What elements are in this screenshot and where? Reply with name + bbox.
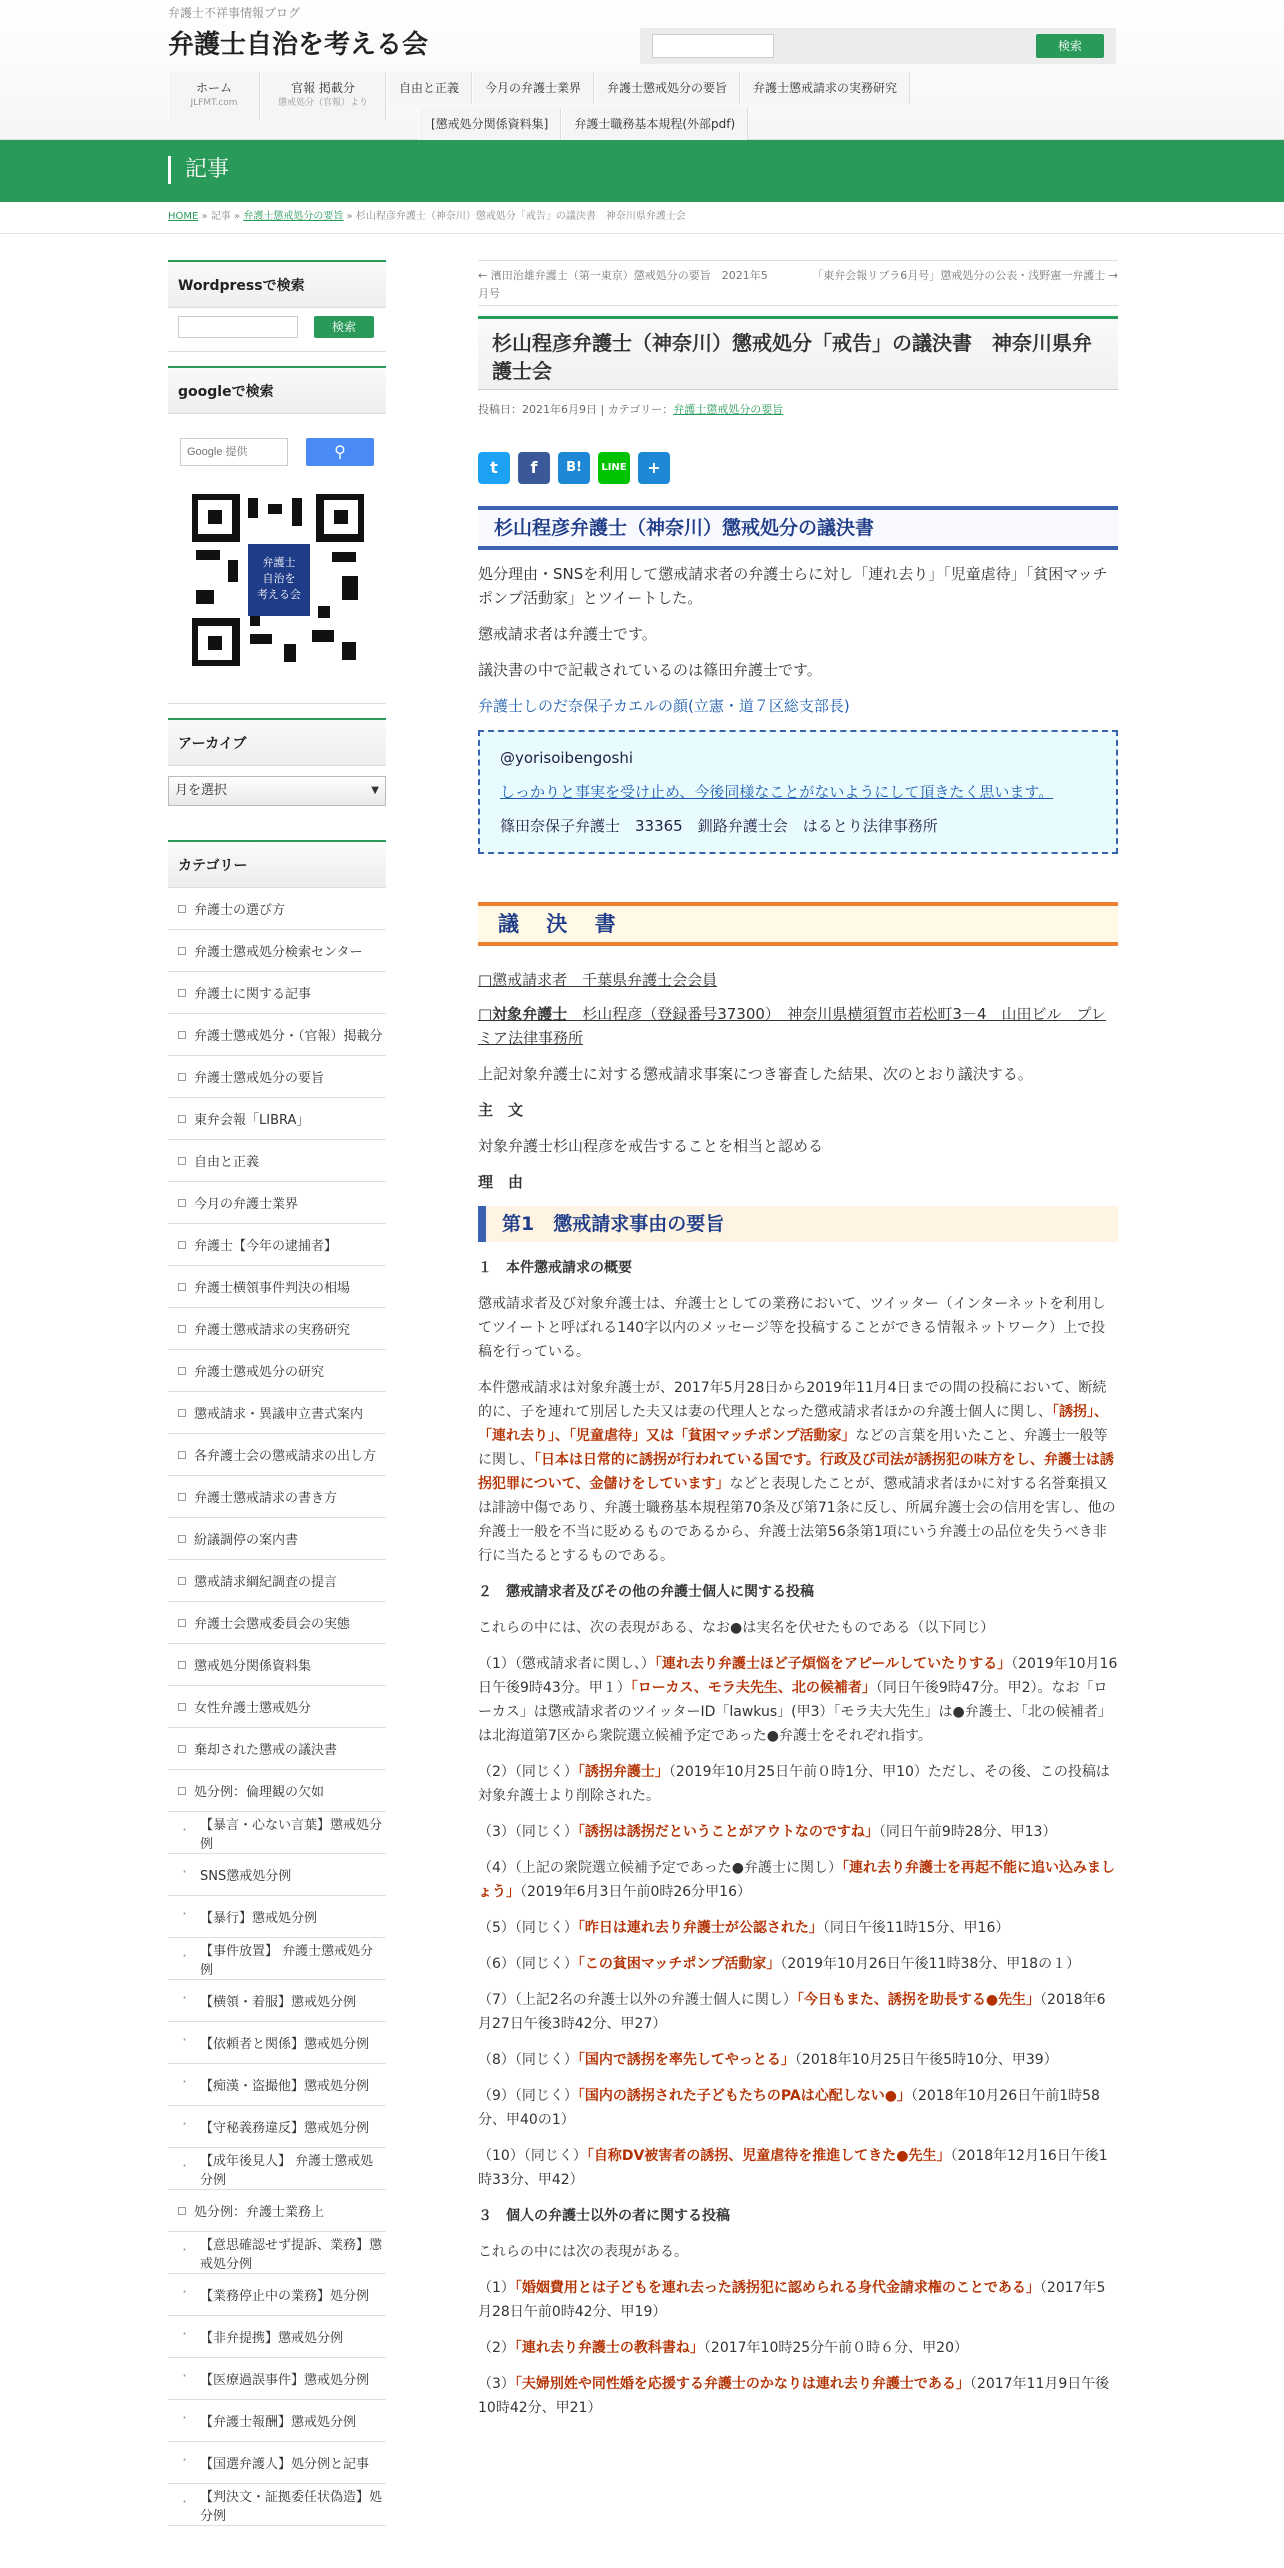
breadcrumb: HOME » 記事 » 弁護士懲戒処分の要旨 » 杉山程彦弁護士（神奈川）懲戒処分「戒告」の議決書 神奈川県弁護士会 [0, 202, 1284, 234]
post-meta: 投稿日：2021年6月9日 | カテゴリー：弁護士懲戒処分の要旨 [478, 403, 784, 416]
nav-yoshi[interactable]: 弁護士懲戒処分の要旨 [594, 72, 740, 104]
quote-item: （5）（同じく）「昨日は連れ去り弁護士が公認された」（同日午後11時15分、甲16） [478, 1920, 1010, 1936]
wp-search-title: Wordpressで検索 [168, 260, 386, 308]
category-list [168, 888, 386, 2526]
next-post-link[interactable]: 「東弁会報リブラ6月号」懲戒処分の公表・浅野憲一弁護士 → [812, 269, 1118, 282]
svg-text:弁護士: 弁護士 [262, 556, 296, 569]
breadcrumb-kiji[interactable]: 記事 [210, 211, 231, 222]
reason-text: 処分理由・SNSを利用して懲戒請求者の弁護士らに対し「連れ去り」「児童虐待」「貧困マッチポンプ活動家」とツイートした。 [478, 565, 1108, 607]
line-icon[interactable]: LINE [598, 452, 630, 484]
category-link[interactable]: 紛議調停の案内書 [168, 1518, 386, 1560]
category-link[interactable]: 弁護士横領事件判決の相場 [168, 1266, 386, 1308]
shubun-heading: 主 文 [478, 1101, 524, 1119]
quote-item: （7）（上記2名の弁護士以外の弁護士個人に関し）「今日もまた、誘拐を助長する●先生」（2018年6月27日午後3時42分、甲27） [478, 1992, 1106, 2032]
share-buttons [478, 452, 1118, 484]
category-link[interactable]: 弁護士会懲戒委員会の実態 [168, 1602, 386, 1644]
share-icon[interactable]: + [638, 452, 670, 484]
header-search [640, 28, 1116, 64]
category-link[interactable]: 弁護士懲戒処分検索センター [168, 930, 386, 972]
nav-shiryo[interactable]: [懲戒処分関係資料集] [418, 108, 561, 140]
archive-title: アーカイブ [168, 718, 386, 766]
quote-item: （4）（上記の衆院選立候補予定であった●弁護士に関し）「連れ去り弁護士を再起不能に追い込みましょう」（2019年6月3日午前0時26分甲16） [478, 1860, 1115, 1900]
svg-text:考える会: 考える会 [257, 588, 301, 601]
banner-title: 記事 [168, 156, 229, 184]
nav-kanpo[interactable]: 官報 掲載分 懲戒処分（官報）より [260, 72, 386, 120]
heading-gikesho: 杉山程彦弁護士（神奈川）懲戒処分の議決書 [478, 506, 1118, 550]
article: ← 濱田治雄弁護士（第一東京）懲戒処分の要旨 2021年5 「東弁会報リブラ6月号」懲戒処分の公表・浅野憲一弁護士 → 月号 杉山程彦弁護士（神奈川）懲戒処分「戒告」の議決書 神奈川県弁護士会 投稿日：2021年6月9日 | カテゴリー：弁護士懲戒処分の要旨 t f B! LINE + 杉山程彦弁護士（神奈川）懲戒処分の議決書 処分理由・SNSを利用して懲戒請求者の弁護士らに対し「連れ去り」「児童虐待」「貧困マッチポンプ活動家」とツイートした。 懲戒請求者は弁護士です。 議決書の中で記載されているのは篠田弁護士です。 弁護士しのだ奈保子カエルの顔(立憲・道７区総支部長) @yorisoibengoshi しっかりと事実を受け止め、今後同様なことがないようにして頂きたく思います。 篠田奈保子弁護士 33365 釧路弁護士会 はるとり法律事務所 議 決 書 □懲戒請求者 千葉県弁護士会会員 □対象弁護士 杉山程彦（登録番号37300） 神奈川県横須賀市若松町3－4 山田ビル プレミア法律事務所 上記対象弁護士に対する懲戒請求事案につき審査した結果、次のとおり議決する。 主 文 対象弁護士杉山程彦を戒告することを相当と認める 理 由 第1 懲戒請求事由の要旨 １ 本件懲戒請求の概要 懲戒請求者及び対象弁護士は、弁護士としての業務において、ツイッター（インターネットを利用してツイートと呼ばれる140字以内のメッセージ等を投稿することができる情報ネットワーク）上で投稿を行っている。 本件懲戒請求は対象弁護士が、2017年5月28日から2019年11月4日までの間の投稿において、断続的に、子を連れて別居した夫又は妻の代理人となった懲戒請求者ほかの弁護士個人に関し、「誘拐」、「連れ去り」、「児童虐待」又は「貧困マッチポンプ活動家」などの言葉を用いたこと、弁護士一般等に関し、「日本は日常的に誘拐が行われている国です。行政及び司法が誘拐犯の味方をし、弁護士は誘拐犯罪について、金儲けをしています」などと表現したことが、懲戒請求者ほかに対する名誉棄損又は誹謗中傷であり、弁護士職務基本規程第70条及び第71条に反し、所属弁護士会の信用を害し、他の弁護士一般を不当に貶めるものであるから、弁護士法第56条第1項にいう弁護士の品位を失うべき非行に当たるとするものである。 ２ 懲戒請求者及びその他の弁護士個人に関する投稿 これらの中には、次の表現がある、なお●は実名を伏せたものである（以下同じ） （1）（懲戒請求者に関し、）「連れ去り弁護士ほど子煩悩をアピールしていたりする」（2019年10月16日午後9時43分。甲１）「ローカス、モラ夫先生、北の候補者」（同日午後9時47分。甲2）。なお「ローカス」は懲戒請求者のツイッターID「lawkus」(甲3）「モラ夫大先生」は●弁護士、「北の候補者」は北海道第7区から衆院選立候補予定であった●弁護士をそれぞれ指す。 （2）（同じく）「誘拐弁護士」（2019年10月25日午前０時1分、甲10）ただし、その後、この投稿は対象弁護士より削除された。 （3）（同じく）「誘拐は誘拐だということがアウトなのですね」（同日午前9時28分、甲13） （4）（上記の衆院選立候補予定であった●弁護士に関し）「連れ去り弁護士を再起不能に追い込みましょう」（2019年6月3日午前0時26分甲16） （5）（同じく）「昨日は連れ去り弁護士が公認された」（同日午後11時15分、甲16） （6）（同じく）「この貧困マッチポンプ活動家」（2019年10月26日午後11時38分、甲18の１） （7）（上記2名の弁護士以外の弁護士個人に関し）「今日もまた、誘拐を助長する●先生」（2018年6月27日午後3時42分、甲27） （8）（同じく）「国内で誘拐を率先してやっとる」（2018年10月25日午後5時10分、甲39） （9）（同じく）「国内の誘拐された子どもたちのPAは心配しない●」（2018年10月26日午前1時58分、甲40の1） （10）（同じく）「自称DV被害者の誘拐、児童虐待を推進してきた●先生」（2018年12月16日午後1時33分、甲42） ３ 個人の弁護士以外の者に関する投稿 これらの中には次の表現がある。 （1）「婚姻費用とは子どもを連れ去った誘拐犯に認められる身代金請求権のことである」（2017年5月28日午前0時42分、甲19） （2）「連れ去り弁護士の教科書ね」（2017年10時25分午前０時６分、甲20） （3）「夫婦別姓や同性婚を応援する弁護士のかなりは連れ去り弁護士である」（2017年11月9日午後10時42分、甲21） [478, 260, 1118, 2432]
header-search-input[interactable] [652, 34, 774, 58]
header-search-button[interactable]: 検索 [1036, 34, 1104, 58]
hatena-icon[interactable]: B! [558, 452, 590, 484]
wp-search-button[interactable]: 検索 [314, 316, 374, 338]
post-title: 杉山程彦弁護士（神奈川）懲戒処分「戒告」の議決書 神奈川県弁護士会 [478, 316, 1118, 390]
quote-item: （8）（同じく）「国内で誘拐を率先してやっとる」（2018年10月25日午後5時10分、甲39） [478, 2052, 1058, 2068]
breadcrumb-category[interactable]: 弁護士懲戒処分の要旨 [243, 211, 344, 222]
category-link[interactable]: 東弁会報「LIBRA」 [168, 1098, 386, 1140]
prev-next-nav: ← 濱田治雄弁護士（第一東京）懲戒処分の要旨 2021年5 「東弁会報リブラ6月号」懲戒処分の公表・浅野憲一弁護士 → 月号 [478, 260, 1118, 306]
quote-sign: 篠田奈保子弁護士 33365 釧路弁護士会 はるとり法律事務所 [500, 817, 938, 835]
heading-gikesho-doc: 議 決 書 [478, 902, 1118, 946]
category-link[interactable]: 懲戒処分関係資料集 [168, 1644, 386, 1686]
twitter-handle: @yorisoibengoshi [500, 749, 633, 767]
google-search-button[interactable] [306, 438, 374, 466]
category-link[interactable]: 処分例：倫理観の欠如 [168, 1770, 386, 1812]
wp-search [168, 308, 386, 352]
breadcrumb-home[interactable]: HOME [168, 211, 199, 222]
subcategory-link[interactable]: · 【判決文・証拠委任状偽造】処分例 [168, 2484, 386, 2526]
category-link[interactable]: 弁護士懲戒処分の要旨 [168, 1056, 386, 1098]
google-search-input[interactable] [180, 438, 288, 466]
nav-home[interactable]: ホーム JLFMT.com [168, 72, 260, 120]
quote-item: （10）（同じく）「自称DV被害者の誘拐、児童虐待を推進してきた●先生」（2018年12月16日午後1時33分、甲42） [478, 2148, 1108, 2188]
subcategory-link[interactable]: · 【暴行】懲戒処分例 [168, 1896, 386, 1938]
subcategory-link[interactable]: · 【守秘義務違反】懲戒処分例 [168, 2106, 386, 2148]
chevron-down-icon: ▼ [371, 785, 379, 796]
svg-text:自治を: 自治を [262, 572, 296, 585]
quote-item: （3）（同じく）「誘拐は誘拐だということがアウトなのですね」（同日午前9時28分、甲13） [478, 1824, 1057, 1840]
quote-item: （3）「夫婦別姓や同性婚を応援する弁護士のかなりは連れ去り弁護士である」（2017年11月9日午後10時42分、甲21） [478, 2376, 1110, 2416]
category-link[interactable]: 弁護士懲戒処分・（官報）掲載分 [168, 1014, 386, 1056]
nav-kongetsu[interactable]: 今月の弁護士業界 [472, 72, 594, 104]
category-link[interactable]: 弁護士【今年の逮捕者】 [168, 1224, 386, 1266]
quote-item: （9）（同じく）「国内の誘拐された子どもたちのPAは心配しない●」（2018年10月26日午前1時58分、甲40の1） [478, 2088, 1100, 2128]
category-link[interactable]: 棄却された懲戒の議決書 [168, 1728, 386, 1770]
post-category-link[interactable]: 弁護士懲戒処分の要旨 [673, 403, 784, 416]
subcategory-link[interactable]: · 【横領・着服】懲戒処分例 [168, 1980, 386, 2022]
target-lawyer: □対象弁護士 杉山程彦（登録番号37300） 神奈川県横須賀市若松町3－4 山田ビル プレミア法律事務所 [478, 1005, 1106, 1047]
subcategory-link[interactable]: · 【依頼者と関係】懲戒処分例 [168, 2022, 386, 2064]
subcategory-link[interactable]: · 【医療過誤事件】懲戒処分例 [168, 2358, 386, 2400]
category-link[interactable]: 弁護士の選び方 [168, 888, 386, 930]
site-tagline: 弁護士不祥事情報ブログ [168, 6, 301, 20]
subcategory-link[interactable]: · 【国選弁護人】処分例と記事 [168, 2442, 386, 2484]
quote-item: （2）「連れ去り弁護士の教科書ね」（2017年10時25分午前０時６分、甲20） [478, 2340, 968, 2356]
riyu-heading: 理 由 [478, 1173, 524, 1191]
breadcrumb-current: 杉山程彦弁護士（神奈川）懲戒処分「戒告」の議決書 神奈川県弁護士会 [355, 211, 686, 222]
subcategory-link[interactable]: · 【非弁提携】懲戒処分例 [168, 2316, 386, 2358]
subcategory-link[interactable]: · 【弁護士報酬】懲戒処分例 [168, 2400, 386, 2442]
category-link[interactable]: 自由と正義 [168, 1140, 386, 1182]
category-link[interactable]: 処分例：弁護士業務上 [168, 2190, 386, 2232]
subcategory-link[interactable]: · 【業務停止中の業務】処分例 [168, 2274, 386, 2316]
nav-kitei[interactable]: 弁護士職務基本規程(外部pdf) [561, 108, 748, 140]
quote-item: （2）（同じく）「誘拐弁護士」（2019年10月25日午前０時1分、甲10）ただし、その後、この投稿は対象弁護士より削除された。 [478, 1764, 1110, 1804]
category-link[interactable]: 懲戒請求・異議申立書式案内 [168, 1392, 386, 1434]
category-link[interactable]: 懲戒請求綱紀調査の提言 [168, 1560, 386, 1602]
category-link[interactable]: 弁護士に関する記事 [168, 972, 386, 1014]
qr-code-icon [192, 494, 364, 666]
summary-paragraph: 本件懲戒請求は対象弁護士が、2017年5月28日から2019年11月4日までの間の投稿において、断続的に、子を連れて別居した夫又は妻の代理人となった懲戒請求者ほかの弁護士個人に関し、「誘拐」、「連れ去り」、「児童虐待」又は「貧困マッチポンプ活動家」などの言葉を用いたこと、弁護士一般等に関し、「日本は日常的に誘拐が行われている国です。行政及び司法が誘拐犯の味方をし、弁護士は誘拐犯罪について、金儲けをしています」などと表現したことが、懲戒請求者ほかに対する名誉棄損又は誹謗中傷であり、弁護士職務基本規程第70条及び第71条に反し、所属弁護士会の信用を害し、他の弁護士一般を不当に貶めるものであるから、弁護士法第56条第1項にいう弁護士の品位を失うべき非行に当たるとするものである。 [478, 1380, 1116, 1564]
category-title: カテゴリー [168, 840, 386, 888]
google-search [168, 414, 386, 704]
external-link[interactable]: 弁護士しのだ奈保子カエルの顔(立憲・道７区総支部長) [478, 697, 850, 715]
quote-item: （1）（懲戒請求者に関し、）「連れ去り弁護士ほど子煩悩をアピールしていたりする」（2019年10月16日午後9時43分。甲１）「ローカス、モラ夫先生、北の候補者」（同日午後9時47分。甲2）。なお「ローカス」は懲戒請求者のツイッターID「lawkus」(甲3）「モラ夫大先生」は●弁護士、「北の候補者」は北海道第7区から衆院選立候補予定であった●弁護士をそれぞれ指す。 [478, 1656, 1118, 1744]
twitter-icon[interactable]: t [478, 452, 510, 484]
subcategory-link[interactable]: · 【意思確認せず提訴、業務】懲戒処分例 [168, 2232, 386, 2274]
facebook-icon[interactable]: f [518, 452, 550, 484]
prev-post-link[interactable]: ← 濱田治雄弁護士（第一東京）懲戒処分の要旨 2021年5 [478, 269, 768, 282]
subcategory-link[interactable]: · SNS懲戒処分例 [168, 1854, 386, 1896]
category-link[interactable]: 弁護士懲戒処分の研究 [168, 1350, 386, 1392]
subcategory-link[interactable]: · 【痴漢・盗撮他】懲戒処分例 [168, 2064, 386, 2106]
header [0, 0, 1284, 140]
nav-jitsumu[interactable]: 弁護士懲戒請求の実務研究 [740, 72, 910, 104]
claimant: □懲戒請求者 千葉県弁護士会会員 [478, 971, 718, 989]
category-link[interactable]: 女性弁護士懲戒処分 [168, 1686, 386, 1728]
category-link[interactable]: 弁護士懲戒請求の実務研究 [168, 1308, 386, 1350]
subcategory-link[interactable]: · 【事件放置】 弁護士懲戒処分例 [168, 1938, 386, 1980]
quote-box [478, 730, 1118, 854]
category-link[interactable]: 今月の弁護士業界 [168, 1182, 386, 1224]
sub-nav [418, 108, 748, 140]
category-link[interactable]: 各弁護士会の懲戒請求の出し方 [168, 1434, 386, 1476]
archive-select[interactable]: 月を選択 ▼ [168, 776, 386, 806]
nav-jiyu[interactable]: 自由と正義 [386, 72, 472, 104]
search-icon: ⚲ [334, 442, 346, 461]
section-heading-1: 第1 懲戒請求事由の要旨 [478, 1206, 1118, 1242]
quote-text[interactable]: しっかりと事実を受け止め、今後同様なことがないようにして頂きたく思います。 [500, 783, 1054, 801]
subcategory-link[interactable]: · 【暴言・心ない言葉】懲戒処分例 [168, 1812, 386, 1854]
wp-search-input[interactable] [178, 316, 298, 338]
quote-item: （1）「婚姻費用とは子どもを連れ去った誘拐犯に認められる身代金請求権のことである」（2017年5月28日午前0時42分、甲19） [478, 2280, 1106, 2320]
subcategory-link[interactable]: · 【成年後見人】 弁護士懲戒処分例 [168, 2148, 386, 2190]
page-banner [0, 140, 1284, 202]
google-search-title: googleで検索 [168, 366, 386, 414]
quote-item: （6）（同じく）「この貧困マッチポンプ活動家」（2019年10月26日午後11時38分、甲18の１） [478, 1956, 1081, 1972]
sidebar [168, 260, 386, 2526]
category-link[interactable]: 弁護士懲戒請求の書き方 [168, 1476, 386, 1518]
site-title[interactable]: 弁護士自治を考える会 [168, 30, 429, 60]
